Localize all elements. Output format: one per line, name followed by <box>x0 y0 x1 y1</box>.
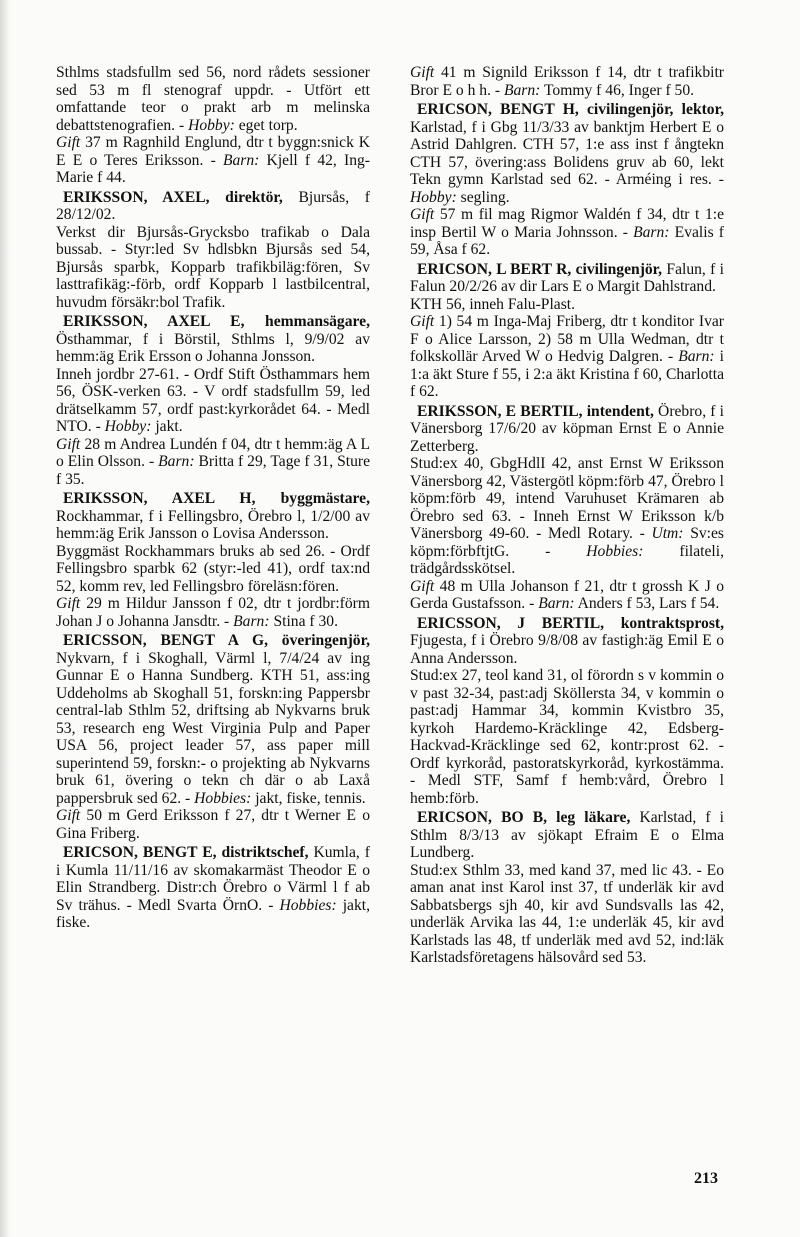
entry-text: Falun, f i Falun 20/2/26 av dir Lars E o Margit Dahlstrand. <box>410 260 724 295</box>
scan-edge <box>0 0 10 1237</box>
entry-text: Rockhammar, f i Fellingsbro, Örebro l, 1/2/00 av hemm:äg Erik Jansson o Lovisa Andersson. <box>56 507 370 542</box>
entry-text: Östhammar, f i Börstil, Sthlms l, 9/9/02 av hemm:äg Erik Ersson o Johanna Jonsson. <box>56 330 370 365</box>
entry-paragraph <box>410 296 724 314</box>
entry-text: Inneh jordbr 27-61. - Ordf Stift Östhammars hem 56, ÖSK-verken 63. - V ordf stadsfullm 59, led drätselkamm 57, ordf past:kyrkorådet 64. - Medl NTO. - <box>56 365 370 435</box>
bio-entry <box>410 101 724 259</box>
entry-field-label: Barn: <box>222 151 260 169</box>
entry-text: Nykvarn, f i Skoghall, Värml l, 7/4/24 av ing Gunnar E o Hanna Sundberg. KTH 51, ass:ing Uddeholms ab Skoghall 51, forskn:ing Pappersbr central-lab Sthlm 52, driftsing ab Nykvarns bruk 53, research eng West Virginia Pulp and Paper USA 56, project leader 57, ass paper mill superintend 59, forskn:- o projekting ab Nykvarns bruk 61, övering o tekn ch där o ab Laxå pappersbruk sed 62. - <box>56 649 370 807</box>
entry-heading-paragraph <box>410 101 724 206</box>
bio-entry <box>56 490 370 630</box>
entry-text: KTH 56, inneh Falu-Plast. <box>410 295 576 313</box>
bio-entry <box>56 844 370 932</box>
entry-paragraph <box>410 862 724 967</box>
entry-text: Anders f 53, Lars f 54. <box>574 595 720 612</box>
entry-field-label: Barn: <box>633 223 670 241</box>
entry-paragraph <box>410 455 724 578</box>
entry-field-label: Hobby: <box>104 418 152 435</box>
entry-name-heading: ERIKSSON, AXEL, direktör, <box>63 188 283 206</box>
entry-paragraph <box>410 206 724 259</box>
entry-text: Tommy f 46, Inger f 50. <box>540 81 695 99</box>
entry-heading-paragraph <box>410 809 724 862</box>
entry-text: Karlstad, f i Gbg 11/3/33 av banktjm Herbert E o Astrid Dahlgren. CTH 57, 1:e ass inst f ångtekn CTH 57, övering:ass Bolidens gruv ab 60, lekt Tekn gymn Karlstad sed 62. - Arméing i res. - <box>410 118 724 188</box>
entry-text: i 1:a äkt Sture f 55, i 2:a äkt Kristina f 60, Charlotta f 62. <box>410 348 724 400</box>
bio-entry <box>410 809 724 967</box>
page-number: 213 <box>694 1170 718 1187</box>
entry-heading-paragraph <box>56 64 370 134</box>
entry-text: Byggmäst Rockhammars bruks ab sed 26. - Ordf Fellingsbro sparbk 62 (styr:-led 41), ordf tax:nd 52, komm rev, led Fellingsbro föreläsn:fören. <box>56 542 370 595</box>
entry-text: Britta f 29, Tage f 31, Sture f 35. <box>56 453 370 488</box>
entry-text: Stud:ex Sthlm 33, med kand 37, med lic 43. - Eo aman anat inst Karol inst 37, tf underläk kir avd Sabbatsbergs sjh 40, kir avd Sundsvalls las 42, underläk Arvika las 44, 1:e underläk 45, kir avd Karlstads las 48, tf underläk med avd 52, ind:läk Karlstadsföretagens hälsovård sed 53. <box>410 861 724 966</box>
entry-field-label: Gift <box>410 313 435 330</box>
entry-heading-paragraph <box>56 189 370 224</box>
entry-text: Stud:ex 27, teol kand 31, ol förordn s v kommin o v past 32-34, past:adj Sköllersta 34, v kommin o past:adj Hammar 34, kommin Kvistbro 35, kyrkoh Hardemo-Kräcklinge 42, Edsberg-Hackvad-Kräcklinge sed 62, kontr:prost 62. - Ordf kyrkoråd, pastoratskyrkoråd, kyrkostämma. - Medl STF, Samf f hemb:vård, Örebro l hemb:förb. <box>410 667 724 807</box>
bio-entry <box>56 189 370 312</box>
entry-name-heading: ERICSON, BO B, leg läkare, <box>417 809 631 826</box>
bio-entry <box>410 64 724 99</box>
entry-field-label: Hobby: <box>410 188 457 206</box>
entry-text: jakt, fiske. <box>56 896 370 931</box>
entry-text: Fjugesta, f i Örebro 9/8/08 av fastigh:äg Emil E o Anna Andersson. <box>410 632 724 667</box>
entry-text: Verkst dir Bjursås-Grycksbo trafikab o Dala bussab. - Styr:led Sv hdlsbkn Bjursås sed 54, Bjursås sparbk, Kopparb trafikbiläg:fören, Sv lasttrafikäg:-förb, ordf Kopparb l lastbilcentral, huvudm försäkr:bol Trafik. <box>56 223 370 311</box>
entry-text: eget torp. <box>234 116 298 134</box>
bio-entry <box>56 313 370 488</box>
bio-entry <box>410 403 724 613</box>
entry-text: 41 m Signild Eriksson f 14, dtr t trafikbitr Bror E o h h. - <box>410 64 724 99</box>
entry-heading-paragraph <box>56 632 370 807</box>
entry-paragraph <box>410 313 724 401</box>
entry-name-heading: ERIKSSON, E BERTIL, intendent, <box>417 402 654 420</box>
entry-field-label: Barn: <box>538 595 575 612</box>
bio-entry <box>410 261 724 401</box>
entry-text: 1) 54 m Inga-Maj Friberg, dtr t konditor Ivar F o Alice Larsson, 2) 58 m Ulla Wedman, dtr t folkskollär Arved W o Hedvig Dalgren. - <box>410 313 724 365</box>
entry-field-label: Gift <box>410 577 435 595</box>
entry-text: jakt. <box>151 418 183 435</box>
entry-paragraph <box>410 578 724 613</box>
entry-name-heading: ERICSON, L BERT R, civilingenjör, <box>417 260 663 278</box>
entry-heading-paragraph <box>410 64 724 99</box>
entry-name-heading: ERIKSSON, AXEL H, byggmästare, <box>63 490 370 507</box>
entry-paragraph <box>56 366 370 436</box>
entry-field-label: Barn: <box>233 612 270 630</box>
entry-name-heading: ERICSSON, J BERTIL, kontraktsprost, <box>417 614 724 632</box>
bio-entry <box>410 615 724 808</box>
entry-text: Bjursås, f 28/12/02. <box>56 188 370 223</box>
entry-paragraph <box>56 543 370 596</box>
dictionary-page <box>56 64 724 969</box>
entry-text: 29 m Hildur Jansson f 02, dtr t jordbr:förm Johan J o Johanna Jansdtr. - <box>56 595 370 630</box>
entry-text: filateli, trädgårdsskötsel. <box>410 542 724 577</box>
entry-text: Sthlms stadsfullm sed 56, nord rådets sessioner sed 53 m fl stenograf uppdr. - Utfört ett omfattande teor o prakt arb m melinska debattstenografien. - <box>56 64 370 134</box>
entry-field-label: Gift <box>56 595 81 612</box>
bio-entry <box>56 632 370 842</box>
entry-heading-paragraph <box>410 261 724 296</box>
entry-text: segling. <box>456 188 510 206</box>
entry-heading-paragraph <box>410 615 724 668</box>
entry-field-label: Gift <box>410 64 435 81</box>
entry-field-label: Gift <box>56 134 81 151</box>
entry-text: 50 m Gerd Eriksson f 27, dtr t Werner E o Gina Friberg. <box>56 807 370 842</box>
entry-text: 37 m Ragnhild Englund, dtr t byggn:snick K E E o Teres Eriksson. - <box>56 134 370 169</box>
entry-paragraph <box>410 667 724 807</box>
entry-field-label: Gift <box>56 807 81 824</box>
entry-field-label: Barn: <box>158 453 195 470</box>
entry-heading-paragraph <box>56 313 370 366</box>
entry-paragraph <box>56 807 370 842</box>
entry-field-label: Hobbies: <box>194 789 252 807</box>
bio-entry <box>56 64 370 187</box>
entry-paragraph <box>56 436 370 489</box>
entry-field-label: Barn: <box>678 348 715 365</box>
right-column <box>410 64 724 969</box>
entry-text: Stina f 30. <box>269 612 338 630</box>
entry-text: Karlstad, f i Sthlm 8/3/13 av sjökapt Efraim E o Elma Lundberg. <box>410 809 724 861</box>
entry-heading-paragraph <box>56 490 370 543</box>
entry-text: Kumla, f i Kumla 11/11/16 av skomakarmäst Theodor E o Elin Strandberg. Distr:ch Örebro o Värml l f ab Sv trähus. - Medl Svarta ÖrnO. - <box>56 844 370 914</box>
entry-text: Evalis f 59, Åsa f 62. <box>410 223 724 258</box>
entry-name-heading: ERICSON, BENGT E, distriktschef, <box>63 844 309 861</box>
entry-text: Kjell f 42, Ing-Marie f 44. <box>56 151 370 186</box>
entry-heading-paragraph <box>410 403 724 456</box>
entry-name-heading: ERIKSSON, AXEL E, hemmansägare, <box>63 313 370 330</box>
entry-text: jakt, fiske, tennis. <box>251 789 366 807</box>
entry-field-label: Hobbies: <box>279 896 337 914</box>
entry-text: 28 m Andrea Lundén f 04, dtr t hemm:äg A L o Elin Olsson. - <box>56 435 370 470</box>
left-column <box>56 64 370 969</box>
entry-field-label: Gift <box>56 435 81 453</box>
entry-field-label: Hobby: <box>188 116 235 134</box>
entry-field-label: Barn: <box>503 81 541 99</box>
entry-heading-paragraph <box>56 844 370 932</box>
entry-paragraph <box>56 595 370 630</box>
entry-text: 48 m Ulla Johanson f 21, dtr t grossh K J o Gerda Gustafsson. - <box>410 577 724 612</box>
entry-name-heading: ERICSON, BENGT H, civilingenjör, lektor, <box>417 101 724 118</box>
entry-field-label: Hobbies: <box>586 542 644 560</box>
entry-paragraph <box>56 224 370 312</box>
entry-text: Sv:es köpm:förbftjtG. - <box>410 525 724 560</box>
entry-field-label: Gift <box>410 206 435 223</box>
entry-text: Stud:ex 40, GbgHdlI 42, anst Ernst W Eriksson Vänersborg 42, Västergötl köpm:förb 47, Örebro l köpm:förb 49, intend Varuhuset Krämaren ab Örebro sed 63. - Inneh Ernst W Eriksson k/b Vänersborg 49-60. - Medl Rotary. - <box>410 455 724 542</box>
entry-text: Örebro, f i Vänersborg 17/6/20 av köpman Ernst E o Annie Zetterberg. <box>410 402 724 455</box>
entry-name-heading: ERICSSON, BENGT A G, överingenjör, <box>63 632 370 649</box>
entry-paragraph <box>56 134 370 187</box>
entry-field-label: Utm: <box>651 525 684 542</box>
entry-text: 57 m fil mag Rigmor Waldén f 34, dtr t 1:e insp Bertil W o Maria Johnsson. - <box>410 206 724 241</box>
